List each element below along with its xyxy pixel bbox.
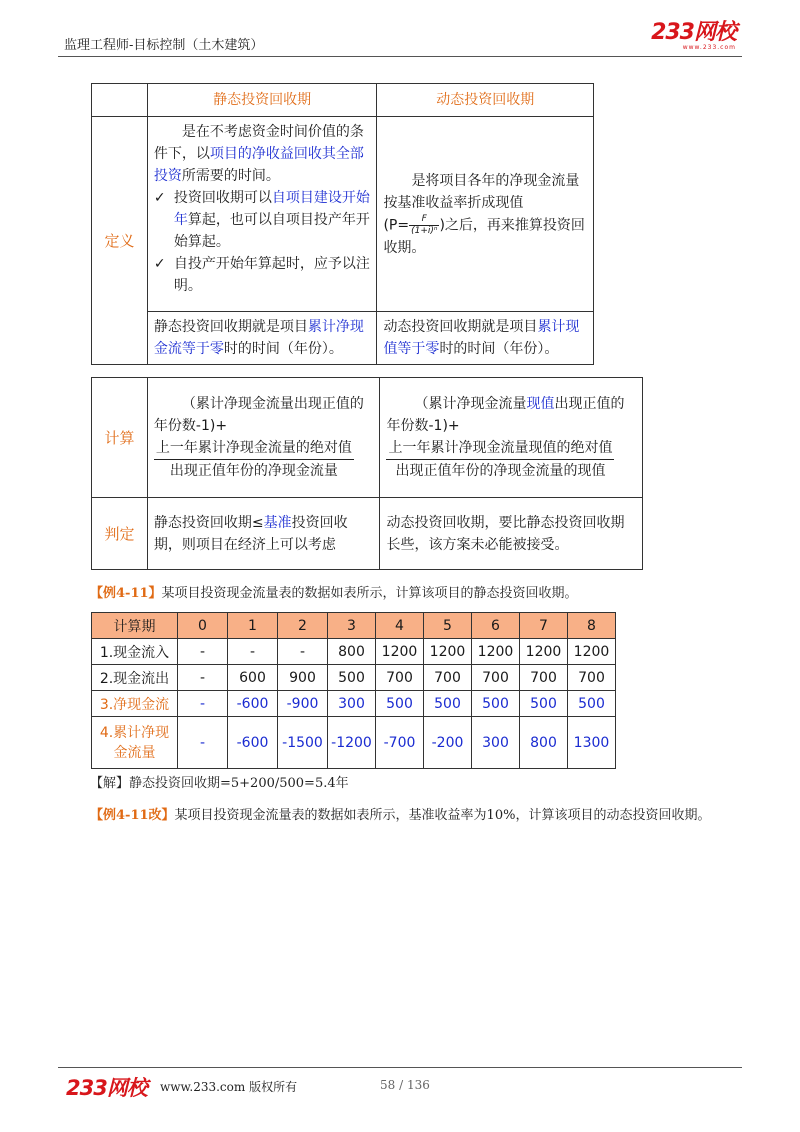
dynamic-zero-cell xyxy=(377,312,594,365)
table-cell: - xyxy=(178,639,228,665)
example-4-11-modified xyxy=(66,806,736,826)
table-cell: 800 xyxy=(520,717,568,769)
dynamic-zero-part2: 时的时间（年份）。 xyxy=(439,341,559,357)
static-zero-part1: 静态投资回收期就是项目 xyxy=(153,319,308,335)
table-cell: -200 xyxy=(424,717,472,769)
row-label-judgment: 判定 xyxy=(92,498,148,570)
page-header-title: 监理工程师-目标控制（土木建筑） xyxy=(64,38,264,53)
static-judge-part2: 投资回收期，则项目在经济上可以考虑 xyxy=(153,514,348,553)
table-cell: 600 xyxy=(228,665,278,691)
solution-line: 【解】静态投资回收期=5+200/500=5.4年 xyxy=(90,776,349,791)
example-tag: 【例4-11改】 xyxy=(90,808,175,823)
table-header-cell: 6 xyxy=(472,613,520,639)
table-row xyxy=(92,691,616,717)
footer-logo: 233网校 xyxy=(66,1076,147,1100)
dynamic-zero-part1: 动态投资回收期就是项目 xyxy=(383,319,538,335)
table-header-cell: 0 xyxy=(178,613,228,639)
static-calc-cell xyxy=(147,378,380,498)
table-cell: 1200 xyxy=(520,639,568,665)
page-number: 58 / 136 xyxy=(380,1078,430,1092)
formula-suffix: )之后，再来推算投资回收期。 xyxy=(383,217,585,256)
table-cell: 500 xyxy=(328,665,376,691)
cash-table-header-row xyxy=(92,613,616,639)
table-row xyxy=(92,665,616,691)
row-label: 4.累计净现金流量 xyxy=(92,717,178,769)
static-definition-text xyxy=(154,121,371,187)
static-zero-cell xyxy=(147,312,377,365)
comparison-table-calculation xyxy=(91,377,643,570)
example-4-11 xyxy=(90,584,578,604)
brand-logo xyxy=(651,22,736,51)
check-icon: ✓ xyxy=(153,190,166,206)
row-label: 1.现金流入 xyxy=(92,639,178,665)
brand-logo-url: www.233.com xyxy=(682,44,736,51)
table-header-cell: 7 xyxy=(520,613,568,639)
header-divider xyxy=(58,56,742,57)
dynamic-calc-cell xyxy=(380,378,643,498)
row-label-calculation: 计算 xyxy=(92,378,148,498)
table-cell: 300 xyxy=(328,691,376,717)
table-row xyxy=(92,639,616,665)
formula-fraction xyxy=(409,214,439,237)
dynamic-calc-highlight: 现值 xyxy=(526,396,555,412)
static-def-highlight: 项目的净收益回收其全部投资 xyxy=(153,146,364,184)
table-header-cell: 4 xyxy=(376,613,424,639)
table-cell: 500 xyxy=(520,691,568,717)
static-zero-part2: 时的时间（年份）。 xyxy=(223,341,343,357)
bullet1-highlight: 自项目建设开始年 xyxy=(173,190,370,228)
table-cell: - xyxy=(178,665,228,691)
table-cell: 500 xyxy=(472,691,520,717)
dynamic-definition-text: 是将项目各年的净现金流量按基准收益率折成现值 xyxy=(383,172,580,211)
table-cell: -1200 xyxy=(328,717,376,769)
table-cell: 700 xyxy=(472,665,520,691)
row-label: 3.净现金流 xyxy=(92,691,178,717)
example-text: 某项目投资现金流量表的数据如表所示，基准收益率为10%，计算该项目的动态投资回收期。 xyxy=(174,808,711,823)
dynamic-calc-denominator: 出现正值年份的净现金流量的现值 xyxy=(395,463,606,479)
table-header-cell: 2 xyxy=(278,613,328,639)
table-cell: 500 xyxy=(376,691,424,717)
example-tag: 【例4-11】 xyxy=(90,586,162,601)
dynamic-definition-cell xyxy=(377,117,594,312)
dynamic-calc-fraction xyxy=(386,437,614,482)
comparison-table-definition xyxy=(91,83,594,365)
table-cell: - xyxy=(178,717,228,769)
static-calc-fraction xyxy=(154,437,354,482)
dynamic-calc-numerator: 上一年累计净现金流量现值的绝对值 xyxy=(386,437,614,460)
static-definition-cell xyxy=(147,117,377,312)
table-cell: 1200 xyxy=(472,639,520,665)
table-cell: 1200 xyxy=(376,639,424,665)
table-cell: 700 xyxy=(424,665,472,691)
bullet1-part1: 投资回收期可以 xyxy=(173,190,272,206)
static-judge-cell xyxy=(147,498,380,570)
header-dynamic-period: 动态投资回收期 xyxy=(377,84,594,117)
header-static-period: 静态投资回收期 xyxy=(147,84,377,117)
row-label: 2.现金流出 xyxy=(92,665,178,691)
table-cell: 1200 xyxy=(568,639,616,665)
table-cell: 500 xyxy=(424,691,472,717)
table-cell: 1200 xyxy=(424,639,472,665)
dynamic-zero-highlight: 累计现值等于零 xyxy=(383,319,580,357)
static-calc-denominator: 出现正值年份的净现金流量 xyxy=(169,463,338,479)
static-calc-numerator: 上一年累计净现金流量的绝对值 xyxy=(154,437,354,460)
table-cell: -700 xyxy=(376,717,424,769)
table-header-cell: 5 xyxy=(424,613,472,639)
bullet2-text: 自投产开始年算起时，应予以注明。 xyxy=(173,256,370,294)
footer-copyright: www.233.com 版权所有 xyxy=(160,1080,298,1094)
static-judge-highlight: 基准 xyxy=(263,514,292,531)
row-label-definition: 定义 xyxy=(92,117,148,365)
bullet1-part2: 算起，也可以自项目投产年开始算起。 xyxy=(173,212,370,250)
static-zero-highlight: 累计净现金流等于零 xyxy=(153,319,364,357)
table-header-cell: 1 xyxy=(228,613,278,639)
dynamic-judge-cell: 动态投资回收期，要比静态投资回收期长些，该方案未必能被接受。 xyxy=(380,498,643,570)
table-cell: 300 xyxy=(472,717,520,769)
static-judge-part1: 静态投资回收期≤ xyxy=(153,514,264,531)
table-cell: 900 xyxy=(278,665,328,691)
table-cell: - xyxy=(178,691,228,717)
table-header-cell: 3 xyxy=(328,613,376,639)
header-empty-cell xyxy=(92,84,148,117)
footer-divider xyxy=(58,1067,742,1068)
static-calc-intro: （累计净现金流量出现正值的年份数-1)+ xyxy=(153,396,364,434)
static-def-part1: 是在不考虑资金时间价值的条件下，以 xyxy=(153,124,364,162)
table-cell: - xyxy=(278,639,328,665)
table-cell: 700 xyxy=(520,665,568,691)
formula-denominator: (1+i)ⁿ xyxy=(411,225,438,236)
cash-flow-table xyxy=(91,612,616,769)
dynamic-definition-formula xyxy=(383,214,587,259)
table-cell: 1300 xyxy=(568,717,616,769)
table-cell: 700 xyxy=(568,665,616,691)
table-header-cell: 8 xyxy=(568,613,616,639)
static-bullet-2 xyxy=(154,253,371,297)
static-bullet-1 xyxy=(154,187,371,253)
table-header-cell: 计算期 xyxy=(92,613,178,639)
table-cell: -1500 xyxy=(278,717,328,769)
table-cell: -600 xyxy=(228,691,278,717)
dynamic-calc-part1: （累计净现金流量 xyxy=(414,396,527,412)
formula-prefix: (P= xyxy=(383,217,410,233)
brand-logo-text: 233网校 xyxy=(651,20,736,45)
table-cell: - xyxy=(228,639,278,665)
static-def-tail: 所需要的时间。 xyxy=(181,168,280,184)
table-row xyxy=(92,717,616,769)
formula-numerator: F xyxy=(409,214,439,226)
table-cell: -600 xyxy=(228,717,278,769)
dynamic-calc-part2: 出现正值的年份数-1)+ xyxy=(386,396,625,434)
table-cell: 800 xyxy=(328,639,376,665)
table-cell: 700 xyxy=(376,665,424,691)
dynamic-calc-intro xyxy=(386,393,636,437)
example-text: 某项目投资现金流量表的数据如表所示，计算该项目的静态投资回收期。 xyxy=(161,586,578,601)
check-icon: ✓ xyxy=(153,256,166,272)
table-cell: 500 xyxy=(568,691,616,717)
table-cell: -900 xyxy=(278,691,328,717)
